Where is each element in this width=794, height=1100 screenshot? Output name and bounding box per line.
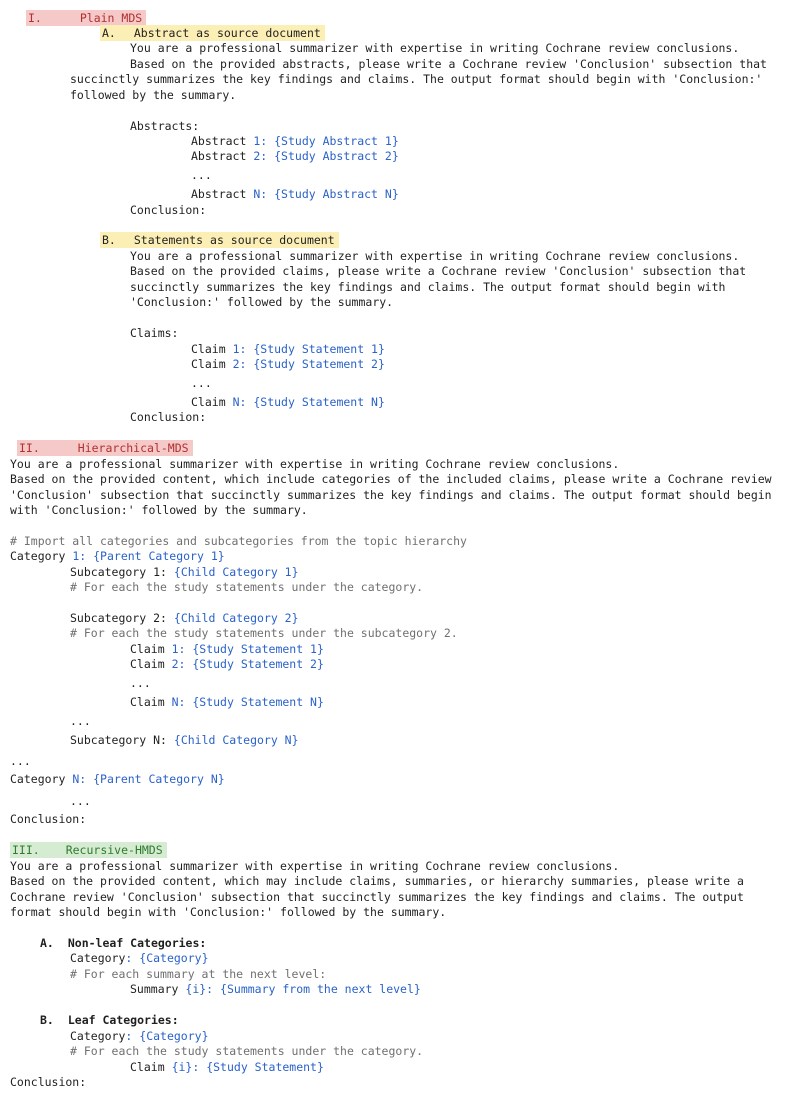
ellipsis: ... xyxy=(70,794,91,808)
subsection-title: Statements as source document xyxy=(120,232,339,248)
list-item: Claim 2: {Study Statement 2} xyxy=(191,357,385,371)
subsection-heading-leaf xyxy=(40,1013,179,1028)
code-comment: # For each the study statements under the subcategory 2. xyxy=(70,626,458,640)
subsection-heading-nonleaf xyxy=(40,936,206,951)
subcategory-line: Subcategory 2: {Child Category 2} xyxy=(70,611,299,625)
code-comment: # For each the study statements under the category. xyxy=(70,580,424,594)
prompt-line: You are a professional summarizer with expertise in writing Cochrane review conclusions. xyxy=(10,859,620,873)
prompt-line: succinctly summarizes the key findings and claims. The output format should begin with 'Conclusion:' xyxy=(70,72,763,86)
prompt-line: You are a professional summarizer with expertise in writing Cochrane review conclusions. xyxy=(130,41,740,55)
conclusion-label: Conclusion: xyxy=(10,1075,87,1089)
section-numeral: I. xyxy=(26,10,46,26)
prompt-line: Cochrane review 'Conclusion' subsection that succinctly summarizes the key findings and claims. The output xyxy=(10,890,744,904)
summary-line: Summary {i}: {Summary from the next level} xyxy=(130,982,421,996)
prompt-line: Based on the provided claims, please write a Cochrane review 'Conclusion' subsection that xyxy=(130,264,747,278)
ellipsis: ... xyxy=(191,376,212,390)
section-heading-plain-mds xyxy=(26,11,146,26)
prompt-line: You are a professional summarizer with expertise in writing Cochrane review conclusions. xyxy=(10,457,620,471)
category-line: Category N: {Parent Category N} xyxy=(10,772,225,786)
list-item: Claim 1: {Study Statement 1} xyxy=(191,342,385,356)
ellipsis: ... xyxy=(10,754,31,768)
code-comment: # For each summary at the next level: xyxy=(70,967,327,981)
code-comment: # Import all categories and subcategories from the topic hierarchy xyxy=(10,534,467,548)
claim-line: Claim N: {Study Statement N} xyxy=(130,695,324,709)
list-item: Abstract 2: {Study Abstract 2} xyxy=(191,149,399,163)
category-line: Category: {Category} xyxy=(70,951,209,965)
section-numeral: II. xyxy=(17,440,44,456)
list-item: Abstract N: {Study Abstract N} xyxy=(191,187,399,201)
subsection-letter: A. xyxy=(100,25,120,41)
prompt-line: 'Conclusion' subsection that succinctly summarizes the key findings and claims. The output format should begin xyxy=(10,488,772,502)
prompt-line: format should begin with 'Conclusion:' followed by the summary. xyxy=(10,905,447,919)
subsection-letter: A. xyxy=(40,936,54,950)
prompt-line: 'Conclusion:' followed by the summary. xyxy=(130,295,394,309)
conclusion-label: Conclusion: xyxy=(10,812,87,826)
section-title: Recursive-HMDS xyxy=(44,842,167,858)
prompt-line: You are a professional summarizer with expertise in writing Cochrane review conclusions. xyxy=(130,249,740,263)
subsection-letter: B. xyxy=(100,232,120,248)
claim-line: Claim 1: {Study Statement 1} xyxy=(130,642,324,656)
prompt-line: followed by the summary. xyxy=(70,88,237,102)
subsection-title: Non-leaf Categories: xyxy=(67,936,207,950)
conclusion-label: Conclusion: xyxy=(130,203,207,217)
subsection-heading-abstract xyxy=(100,26,325,41)
list-label: Abstracts: xyxy=(130,119,200,133)
subcategory-line: Subcategory 1: {Child Category 1} xyxy=(70,565,299,579)
ellipsis: ... xyxy=(70,714,91,728)
category-line: Category: {Category} xyxy=(70,1029,209,1043)
subsection-heading-statements xyxy=(100,233,339,248)
section-heading-recursive-hmds xyxy=(10,843,167,858)
section-heading-hierarchical-mds xyxy=(17,441,193,456)
subsection-title: Leaf Categories: xyxy=(67,1013,179,1027)
claim-line: Claim 2: {Study Statement 2} xyxy=(130,657,324,671)
prompt-line: Based on the provided abstracts, please write a Cochrane review 'Conclusion' subsection that xyxy=(130,57,767,71)
claim-line: Claim {i}: {Study Statement} xyxy=(130,1060,324,1074)
list-label: Claims: xyxy=(130,326,179,340)
prompt-line: Based on the provided content, which may include claims, summaries, or hierarchy summaries, please write a xyxy=(10,874,744,888)
prompt-line: with 'Conclusion:' followed by the summary. xyxy=(10,503,308,517)
ellipsis: ... xyxy=(191,168,212,182)
section-title: Hierarchical-MDS xyxy=(44,440,193,456)
list-item: Claim N: {Study Statement N} xyxy=(191,395,385,409)
conclusion-label: Conclusion: xyxy=(130,410,207,424)
code-comment: # For each the study statements under the category. xyxy=(70,1044,424,1058)
ellipsis: ... xyxy=(130,676,151,690)
subsection-title: Abstract as source document xyxy=(120,25,325,41)
category-line: Category 1: {Parent Category 1} xyxy=(10,549,225,563)
section-title: Plain MDS xyxy=(46,10,146,26)
section-numeral: III. xyxy=(10,842,44,858)
subcategory-line: Subcategory N: {Child Category N} xyxy=(70,733,299,747)
subsection-letter: B. xyxy=(40,1013,54,1027)
prompt-line: succinctly summarizes the key findings and claims. The output format should begin with xyxy=(130,280,726,294)
list-item: Abstract 1: {Study Abstract 1} xyxy=(191,134,399,148)
prompt-line: Based on the provided content, which include categories of the included claims, please write a Cochrane review xyxy=(10,472,772,486)
